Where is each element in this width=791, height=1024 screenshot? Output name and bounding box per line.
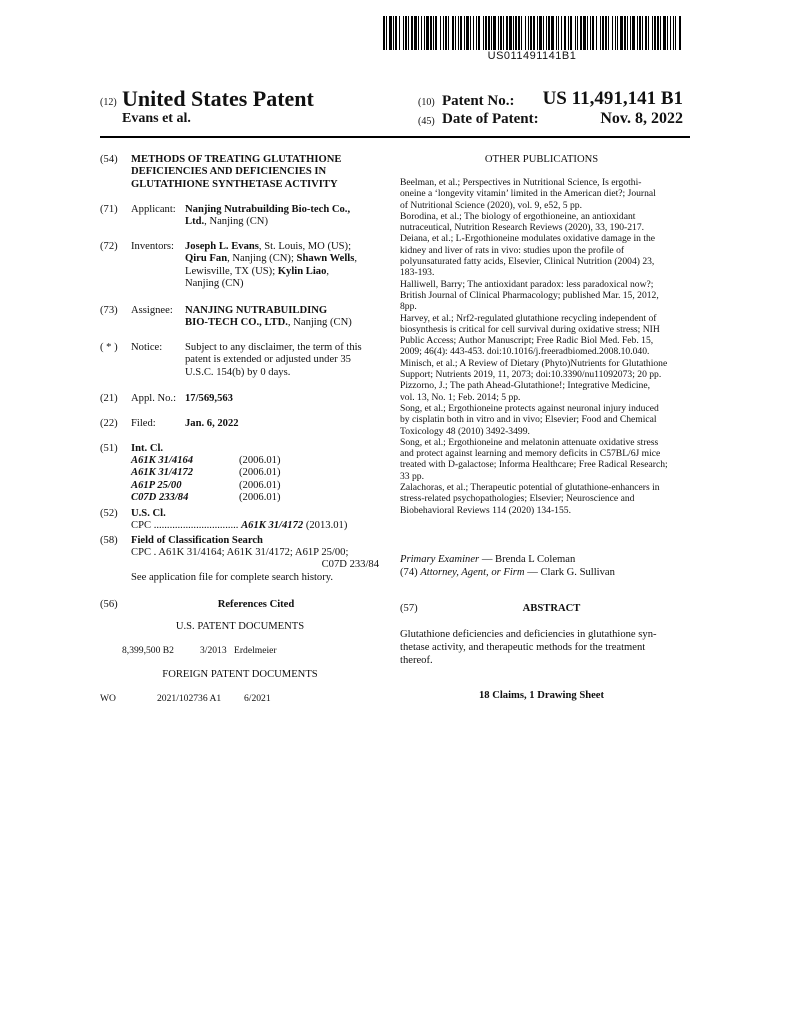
publication-line: polyunsaturated fatty acids, Elsevier, Clinical Nutrition (2004) 23, <box>400 256 655 268</box>
publication-line: kidney and liver of rats in vivo: studies upon the profile of <box>400 244 625 256</box>
publication-line: Halliwell, Barry; The antioxidant paradox: less paradoxical now?; <box>400 278 654 290</box>
patent-no-label: Patent No.: <box>442 93 515 109</box>
publication-line: of Nutritional Science (2020), vol. 9, e52, 5 pp. <box>400 199 582 211</box>
inventor-location: Lewisville, TX (US); <box>185 265 278 277</box>
publication-line: Song, et al.; Ergothioneine and melatonin attenuate oxidative stress <box>400 436 659 448</box>
assignee-name: NANJING NUTRABUILDING <box>185 305 328 316</box>
us-doc-name: Erdelmeier <box>234 645 277 656</box>
code-45: (45) <box>418 116 435 127</box>
cpc-class: A61K 31/4172 <box>241 520 304 531</box>
applicant-label: Applicant: <box>131 204 176 215</box>
intcl-class: C07D 233/84 <box>131 492 189 504</box>
field-line: C07D 233/84 <box>321 559 379 571</box>
filed-code: (22) <box>100 418 118 429</box>
cpc-label: CPC <box>131 520 152 531</box>
field-line: CPC . A61K 31/4164; A61K 31/4172; A61P 25/00; <box>131 547 349 558</box>
uscl-code: (52) <box>100 508 118 519</box>
assignee-location: , Nanjing (CN) <box>287 317 352 329</box>
patent-date: Nov. 8, 2022 <box>600 110 683 127</box>
assignee-block <box>185 305 385 330</box>
publication-line: stress-related psychopathologies; Elsevier; Neuroscience and <box>400 493 635 505</box>
refs-label: References Cited <box>217 599 295 610</box>
abstract-line: thetase activity, and therapeutic methods for the treatment <box>400 642 646 653</box>
publication-line: Support; Nutrients 2019, 11, 2073; doi:10.3390/nu11092073; 20 pp. <box>400 369 662 381</box>
notice-code: ( * ) <box>100 342 118 353</box>
invention-title <box>131 154 381 191</box>
publication-line: Zalachoras, et al.; Therapeutic potential of glutathione-enhancers in <box>400 482 660 494</box>
inventor-short: Evans et al. <box>122 111 191 126</box>
appl-label: Appl. No.: <box>131 393 177 404</box>
barcode <box>383 16 681 50</box>
filed-date: Jan. 6, 2022 <box>185 418 239 429</box>
appl-number: 17/569,563 <box>185 393 233 404</box>
claims-summary: 18 Claims, 1 Drawing Sheet <box>478 690 605 701</box>
assignee-code: (73) <box>100 305 118 316</box>
us-doc-date: 3/2013 <box>200 645 227 656</box>
intcl-version: (2006.01) <box>239 492 281 504</box>
abstract-line: Glutathione deficiencies and deficiencies in glutathione syn- <box>400 629 657 640</box>
patent-number: US 11,491,141 B1 <box>542 88 683 109</box>
intcl-class: A61K 31/4164 <box>131 455 194 466</box>
publication-line: Biobehavioral Reviews 114 (2020) 134-155. <box>400 504 571 516</box>
title-line: METHODS OF TREATING GLUTATHIONE <box>131 154 342 165</box>
notice-line: patent is extended or adjusted under 35 <box>185 354 351 366</box>
inventor-name: Kylin Liao <box>277 265 327 277</box>
inventor-name: Shawn Wells <box>296 253 355 265</box>
publication-line: Toxicology 48 (2010) 3492-3499. <box>400 425 530 437</box>
inventors-block <box>185 241 385 291</box>
publication-line: British Journal of Clinical Pharmacology; published Mar. 15, 2012, <box>400 289 659 301</box>
inventors-label: Inventors: <box>131 241 174 252</box>
foreign-doc-date: 6/2021 <box>244 693 271 704</box>
publication-line: Public Access; Author Manuscript; Free Radic Biol Med. Feb. 15, <box>400 335 654 347</box>
notice-text <box>185 342 385 379</box>
publication-line: Harvey, et al.; Nrf2-regulated glutathione recycling independent of <box>400 312 657 324</box>
attorney-code: (74) <box>400 567 418 578</box>
examiner-name: — Brenda L Coleman <box>481 554 576 565</box>
publication-number: US011491141B1 <box>487 50 577 62</box>
us-docs-label: U.S. PATENT DOCUMENTS <box>175 621 305 632</box>
assignee-label: Assignee: <box>131 305 173 316</box>
title-code: (54) <box>100 154 118 165</box>
applicant-name-2: Ltd. <box>185 216 205 228</box>
other-publications-list <box>400 177 683 516</box>
publication-line: Borodina, et al.; The biology of ergothioneine, an antioxidant <box>400 210 636 222</box>
publication-line: 2009; 46(4): 443-453. doi:10.1016/j.freeradbiomed.2008.10.040. <box>400 346 650 358</box>
primary-examiner <box>400 554 575 566</box>
document-title: United States Patent <box>122 86 314 111</box>
intcl-version: (2006.01) <box>239 467 281 479</box>
publication-line: Minisch, et al.; A Review of Dietary (Phyto)Nutrients for Glutathione <box>400 357 668 369</box>
applicant-code: (71) <box>100 204 118 215</box>
attorney-label: Attorney, Agent, or Firm <box>420 567 525 578</box>
notice-line: Subject to any disclaimer, the term of this <box>185 342 362 353</box>
intcl-class: A61P 25/00 <box>131 479 182 491</box>
notice-label: Notice: <box>131 342 163 353</box>
filed-label: Filed: <box>131 418 156 429</box>
publication-line: treated with D-galactose; Informa Healthcare; Free Radical Research; <box>400 459 668 471</box>
publication-line: biosynthesis is critical for cell survival during oxidative stress; NIH <box>400 323 660 335</box>
date-label: Date of Patent: <box>442 111 539 127</box>
field-code: (58) <box>100 535 118 546</box>
applicant-location: , Nanjing (CN) <box>204 216 268 228</box>
publication-line: nutraceutical, Nutrition Research Reviews (2020), 33, 190-217. <box>400 222 645 234</box>
publication-line: Deiana, et al.; L-Ergothioneine modulates oxidative damage in the <box>400 233 656 245</box>
foreign-docs-label: FOREIGN PATENT DOCUMENTS <box>162 669 318 680</box>
publication-line: by cisplatin both in vitro and in vivo; Elsevier; Food and Chemical <box>400 414 657 426</box>
intcl-label: Int. Cl. <box>131 443 164 454</box>
assignee-name-2: BIO-TECH CO., LTD. <box>185 317 288 329</box>
publication-line: vol. 13, No. 1; Feb. 2014; 5 pp. <box>400 391 521 403</box>
field-block <box>131 547 379 584</box>
publication-line: Beelman, et al.; Perspectives in Nutritional Science, Is ergothi- <box>400 177 642 188</box>
inventors-code: (72) <box>100 241 118 252</box>
foreign-doc-row <box>100 693 380 704</box>
abstract-line: thereof. <box>400 655 433 666</box>
inventor-name: Qiru Fan <box>185 253 228 265</box>
uscl-label: U.S. Cl. <box>131 508 166 519</box>
publication-line: oneine a ‘longevity vitamin’ limited in the American diet?; Journal <box>400 188 656 200</box>
inventor-location: , Nanjing (CN); <box>227 253 297 265</box>
abstract-label: ABSTRACT <box>522 603 581 614</box>
inventor-location: , <box>326 265 330 277</box>
intcl-class: A61K 31/4172 <box>131 467 194 479</box>
code-10: (10) <box>418 97 435 108</box>
examiner-label: Primary Examiner <box>400 554 480 565</box>
publication-line: Song, et al.; Ergothioneine protects against neuronal injury induced <box>400 402 659 414</box>
abstract-text <box>400 628 683 667</box>
cpc-leader: ................................ <box>153 520 239 531</box>
intcl-version: (2006.01) <box>239 479 281 491</box>
header-rule <box>100 136 690 138</box>
barcode-bar <box>679 16 681 50</box>
appl-code: (21) <box>100 393 118 404</box>
intcl-list <box>131 455 381 505</box>
inventor-location: , St. Louis, MO (US); <box>258 241 352 252</box>
cpc-version: (2013.01) <box>305 520 348 531</box>
applicant-block <box>185 204 385 229</box>
publication-line: and protect against learning and memory deficits in C57BL/6J mice <box>400 448 661 460</box>
notice-line: U.S.C. 154(b) by 0 days. <box>185 366 291 378</box>
title-line: DEFICIENCIES AND DEFICIENCIES IN <box>131 166 327 178</box>
us-doc-row <box>122 645 277 656</box>
intcl-code: (51) <box>100 443 118 454</box>
inventor-name: Joseph L. Evans <box>185 241 259 252</box>
refs-code: (56) <box>100 599 118 610</box>
inventor-location: , <box>354 253 358 265</box>
us-doc-number: 8,399,500 B2 <box>122 645 174 656</box>
publication-line: 183-193. <box>400 267 435 279</box>
attorney-name: — Clark G. Sullivan <box>527 567 615 578</box>
code-12: (12) <box>100 97 117 108</box>
other-publications-label: OTHER PUBLICATIONS <box>484 154 599 165</box>
title-line: GLUTATHIONE SYNTHETASE ACTIVITY <box>131 178 338 190</box>
attorney <box>400 567 615 579</box>
field-line: See application file for complete search history. <box>131 571 333 583</box>
inventor-location: Nanjing (CN) <box>185 278 244 290</box>
abstract-code: (57) <box>400 603 418 614</box>
foreign-doc-country: WO <box>100 693 116 704</box>
cpc-line <box>131 520 384 532</box>
publication-line: Pizzorno, J.; The path Ahead-Glutathione!; Integrative Medicine, <box>400 380 650 392</box>
foreign-doc-number: 2021/102736 A1 <box>157 693 222 704</box>
publication-line: 8pp. <box>400 301 417 313</box>
intcl-version: (2006.01) <box>239 455 281 466</box>
publication-line: 33 pp. <box>400 470 424 482</box>
field-label: Field of Classification Search <box>131 535 263 546</box>
applicant-name: Nanjing Nutrabuilding Bio-tech Co., <box>185 204 351 215</box>
